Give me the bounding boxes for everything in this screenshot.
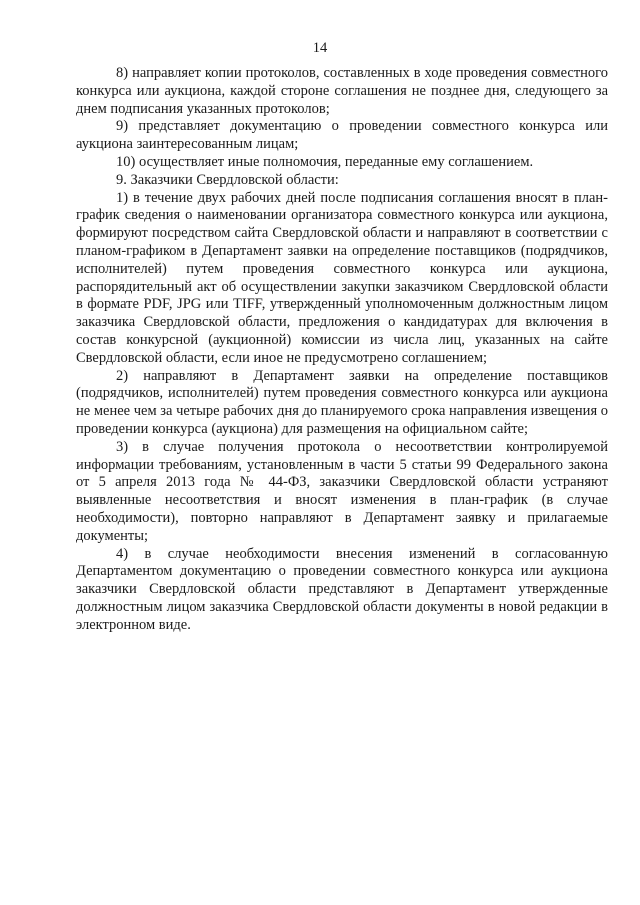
paragraph-item-9: 9) представляет документацию о проведении совместного конкурса или аукциона заинтересованным лицам; <box>76 118 608 153</box>
paragraph-item-10: 10) осуществляет иные полномочия, переданные ему соглашением. <box>116 153 534 170</box>
paragraph-subitem-2: 2) направляют в Департамент заявки на определение поставщиков (подрядчиков, исполнителей) путем проведения совместного конкурса или аукциона не менее чем за четыре рабочих дня до планируемого срока направления извещения о проведении конкурса (аукциона) для размещения на официальном сайте; <box>76 367 608 437</box>
paragraph-subitem-3: 3) в случае получения протокола о несоответствии контролируемой информации требованиям, установленным в части 5 статьи 99 Федерального закона от 5 апреля 2013 года № 44-ФЗ, заказчики Свердловской области устраняют выявленные несоответствия и вносят изменения в план-график (в случае необходимости), повторно направляют в Департамент заявку и прилагаемые документы; <box>76 438 608 544</box>
page-number: 14 <box>312 40 328 56</box>
section-heading-9: 9. Заказчики Свердловской области: <box>116 171 339 188</box>
paragraph-subitem-4: 4) в случае необходимости внесения изменений в согласованную Департаментом документацию о проведении совместного конкурса или аукциона заказчики Свердловской области представляют в Департамент утвержденные должностным лицом заказчика Свердловской области документы в новой редакции в электронном виде. <box>76 545 608 633</box>
paragraph-subitem-1: 1) в течение двух рабочих дней после подписания соглашения вносят в план-график сведения о наименовании организатора совместного конкурса или аукциона, формируют посредством сайта Свердловской области и направляют в соответствии с планом-графиком в Департамент заявки на определение поставщиков (подрядчиков, исполнителей) путем проведения совместного конкурса или аукциона, распорядительный акт об осуществлении закупки заказчиком Свердловской области в формате PDF, JPG или TIFF, утвержденный уполномоченным должностным лицом заказчика Свердловской области, предложения о кандидатурах для включения в состав конкурсной (аукционной) комиссии из числа лиц, указанных на сайте Свердловской области, если иное не предусмотрено соглашением; <box>76 189 608 366</box>
document-body <box>76 65 608 635</box>
paragraph-item-8: 8) направляет копии протоколов, составленных в ходе проведения совместного конкурса или аукциона, каждой стороне соглашения не позднее дня, следующего за днем подписания указанных протоколов; <box>76 65 608 117</box>
